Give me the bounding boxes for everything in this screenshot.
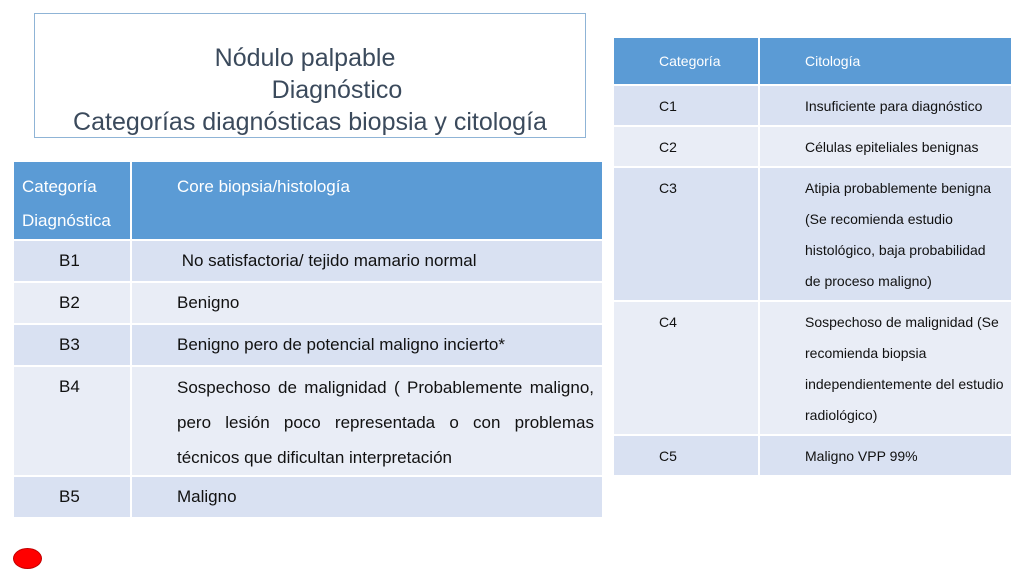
biopsy-description-cell: Sospechoso de malignidad ( Probablemente maligno, pero lesión poco representada o con problemas técnicos que dificultan interpretación: [132, 367, 602, 475]
title-line-2: Diagnóstico: [271, 76, 403, 104]
biopsy-header-histology: Core biopsia/histología: [132, 162, 602, 239]
red-dot-icon: [14, 549, 41, 568]
cytology-category-cell: C1: [614, 86, 760, 125]
biopsy-description-cell: Benigno pero de potencial maligno incierto*: [132, 325, 602, 365]
cytology-description-cell: Insuficiente para diagnóstico: [760, 86, 1011, 125]
biopsy-category-cell: B2: [14, 283, 132, 323]
cytology-category-cell: C5: [614, 436, 760, 475]
cytology-description-cell: Atipia probablemente benigna (Se recomienda estudio histológico, baja probabilidad de proceso maligno): [760, 168, 1011, 300]
table-row: [614, 127, 1011, 166]
table-row: [14, 241, 602, 281]
table-row: [614, 302, 1011, 434]
title-line-3: Categorías diagnósticas biopsia y citología: [73, 108, 547, 136]
cytology-header-cytology: Citología: [760, 38, 1011, 84]
biopsy-category-cell: B4: [14, 367, 132, 475]
biopsy-description-cell: No satisfactoria/ tejido mamario normal: [132, 241, 602, 281]
biopsy-description-cell: Benigno: [132, 283, 602, 323]
table-row: [614, 86, 1011, 125]
cytology-category-cell: C4: [614, 302, 760, 434]
biopsy-description-cell: Maligno: [132, 477, 602, 517]
table-row: [614, 436, 1011, 475]
biopsy-category-cell: B5: [14, 477, 132, 517]
cytology-category-cell: C2: [614, 127, 760, 166]
biopsy-table: [14, 160, 602, 519]
cytology-header-category: Categoría: [614, 38, 760, 84]
table-row: [14, 283, 602, 323]
title-box: [34, 13, 586, 138]
title-line-1: Nódulo palpable: [214, 44, 396, 72]
table-row: [14, 367, 602, 475]
biopsy-header-category: Categoría Diagnóstica: [14, 162, 132, 239]
biopsy-category-cell: B1: [14, 241, 132, 281]
cytology-description-cell: Maligno VPP 99%: [760, 436, 1011, 475]
cytology-header-row: [614, 38, 1011, 84]
biopsy-header-row: [14, 162, 602, 239]
cytology-description-cell: Células epiteliales benignas: [760, 127, 1011, 166]
cytology-description-cell: Sospechoso de malignidad (Se recomienda biopsia independientemente del estudio radiológico): [760, 302, 1011, 434]
table-row: [14, 477, 602, 517]
biopsy-category-cell: B3: [14, 325, 132, 365]
table-row: [14, 325, 602, 365]
cytology-table: [614, 36, 1011, 477]
table-row: [614, 168, 1011, 300]
cytology-category-cell: C3: [614, 168, 760, 300]
